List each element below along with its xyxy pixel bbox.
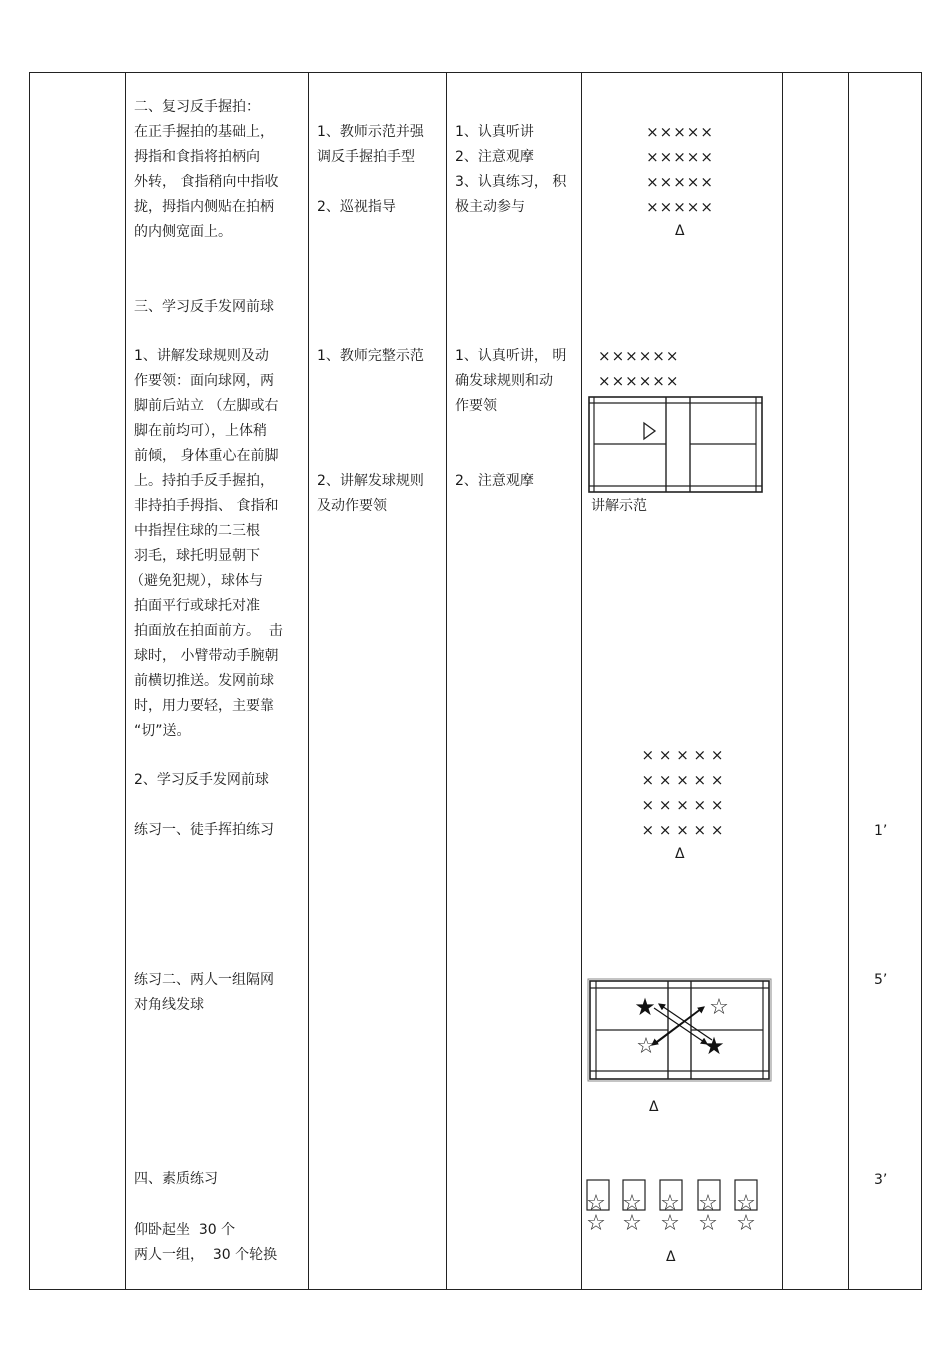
explain-text-line: 脚前后站立 （左脚或右	[134, 398, 279, 414]
fitness-heading: 四、素质练习	[134, 1171, 218, 1187]
practice2-text-line: 对角线发球	[134, 997, 204, 1013]
explain-text-line: 脚在前均可），上体稍	[134, 423, 267, 439]
teacher-position-mark: Δ	[666, 1249, 676, 1265]
serve-direction-icon	[644, 423, 655, 439]
time-value: 5’	[874, 972, 888, 988]
player-outline-star-icon: ☆	[622, 1191, 642, 1216]
player-outline-star-icon: ☆	[586, 1191, 606, 1216]
teacher-text-line: 2、巡视指导	[317, 199, 396, 215]
col-divider	[782, 72, 783, 1290]
formation-row: ××××××	[598, 372, 680, 390]
col-divider	[581, 72, 582, 1290]
explain-text-line: 羽毛，球托明显朝下	[134, 548, 260, 564]
time-value: 3’	[874, 1172, 888, 1188]
student-text-line: 2、注意观摩	[455, 149, 534, 165]
explain-text-line: “切”送。	[134, 723, 191, 739]
explain-text-line: 中指捏住球的二三根	[134, 523, 260, 539]
practice1-text: 练习一、徒手挥拍练习	[134, 822, 274, 838]
col-divider	[29, 72, 30, 1290]
table-bottom-border	[29, 1289, 922, 1290]
student-text-line: 极主动参与	[455, 199, 525, 215]
fitness-text-line: 仰卧起坐 30 个	[134, 1222, 236, 1238]
player-outline-star-icon: ☆	[736, 1211, 756, 1236]
explain-text-line: 拍面放在拍面前方。 击	[134, 623, 283, 639]
player-outline-star-icon: ☆	[586, 1211, 606, 1236]
fitness-pairs-diagram	[584, 1178, 764, 1236]
formation-row: × × × × ×	[641, 796, 724, 814]
player-outline-star-icon: ☆	[660, 1211, 680, 1236]
formation-row: ×××××	[646, 123, 714, 141]
court-diagram-demo	[588, 396, 764, 494]
explain-text-line: 1、讲解发球规则及动	[134, 348, 269, 364]
student-text-line: 2、注意观摩	[455, 473, 534, 489]
explain-text-line: 非持拍手拇指、 食指和	[134, 498, 279, 514]
teacher-position-mark: Δ	[675, 223, 685, 239]
explain-text-line: 上。持拍手反手握拍，	[134, 473, 274, 489]
formation-row: ×××××	[646, 148, 714, 166]
player-outline-star-icon: ☆	[660, 1191, 680, 1216]
time-value: 1’	[874, 823, 888, 839]
col-divider	[848, 72, 849, 1290]
student-text-line: 确发球规则和动	[455, 373, 553, 389]
table-top-border	[29, 72, 922, 73]
explain-text-line: 作要领：面向球网，两	[134, 373, 274, 389]
player-outline-star-icon: ☆	[709, 995, 729, 1020]
demo-caption: 讲解示范	[591, 498, 647, 514]
formation-row: ××××××	[598, 347, 680, 365]
formation-row: ×××××	[646, 173, 714, 191]
teacher-text-line: 调反手握拍手型	[317, 149, 415, 165]
player-outline-star-icon: ☆	[622, 1211, 642, 1236]
teacher-position-mark: Δ	[675, 846, 685, 862]
review-text-line: 在正手握拍的基础上，	[134, 124, 274, 140]
teacher-position-mark: Δ	[649, 1099, 659, 1115]
col-divider	[446, 72, 447, 1290]
review-text-line: 外转， 食指稍向中指收	[134, 174, 279, 190]
review-text-line: 拇指和食指将拍柄向	[134, 149, 260, 165]
review-text-line: 拢，拇指内侧贴在拍柄	[134, 199, 274, 215]
player-outline-star-icon: ☆	[736, 1191, 756, 1216]
player-solid-star-icon: ★	[634, 993, 656, 1021]
student-text-line: 1、认真听讲， 明	[455, 348, 567, 364]
learn-heading: 三、学习反手发网前球	[134, 299, 274, 315]
court-diagram-diagonal-serve	[587, 978, 773, 1083]
teacher-text-line: 1、教师示范并强	[317, 124, 424, 140]
teacher-text-line: 2、讲解发球规则	[317, 473, 424, 489]
student-text-line: 3、认真练习， 积	[455, 174, 567, 190]
teacher-text-line: 及动作要领	[317, 498, 387, 514]
explain-text-line: 球时， 小臂带动手腕朝	[134, 648, 279, 664]
explain-text-line: 拍面平行或球托对准	[134, 598, 260, 614]
col-divider	[308, 72, 309, 1290]
fitness-text-line: 两人一组， 30 个轮换	[134, 1247, 278, 1263]
player-outline-star-icon: ☆	[698, 1211, 718, 1236]
student-text-line: 作要领	[455, 398, 497, 414]
col-divider	[921, 72, 922, 1290]
formation-row: × × × × ×	[641, 821, 724, 839]
review-heading: 二、复习反手握拍：	[134, 99, 260, 115]
col-divider	[125, 72, 126, 1290]
explain-text-line: 前倾， 身体重心在前脚	[134, 448, 279, 464]
formation-row: × × × × ×	[641, 746, 724, 764]
explain-text-line: 前横切推送。发网前球	[134, 673, 274, 689]
player-outline-star-icon: ☆	[636, 1034, 656, 1059]
explain-text-line: （避免犯规），球体与	[130, 573, 263, 589]
explain-text-line: 时，用力要轻，主要靠	[134, 698, 274, 714]
review-text-line: 的内侧宽面上。	[134, 224, 232, 240]
player-solid-star-icon: ★	[703, 1032, 725, 1060]
learn2-heading: 2、学习反手发网前球	[134, 772, 269, 788]
teacher-text-line: 1、教师完整示范	[317, 348, 424, 364]
formation-row: × × × × ×	[641, 771, 724, 789]
player-outline-star-icon: ☆	[698, 1191, 718, 1216]
formation-row: ×××××	[646, 198, 714, 216]
student-text-line: 1、认真听讲	[455, 124, 534, 140]
practice2-text-line: 练习二、两人一组隔网	[134, 972, 274, 988]
